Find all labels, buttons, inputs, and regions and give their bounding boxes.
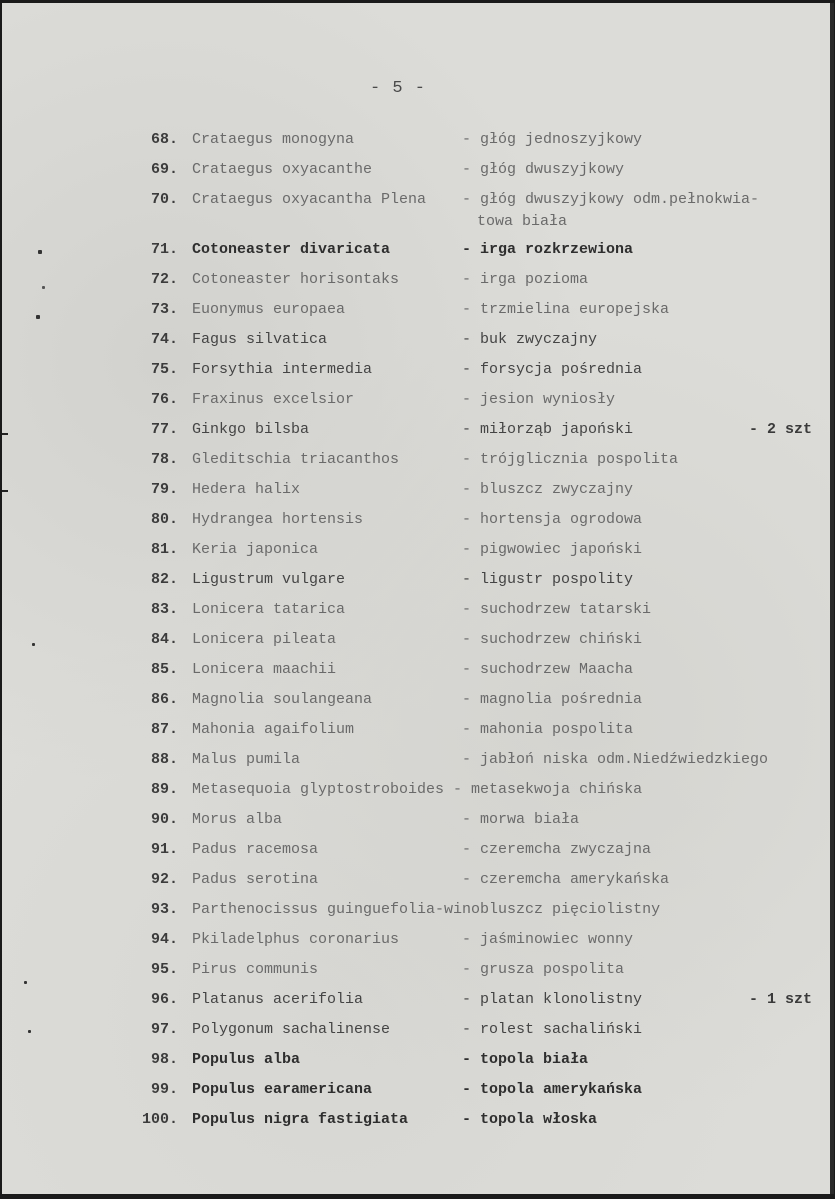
list-item bbox=[2, 1051, 830, 1077]
latin-name: Lonicera tatarica bbox=[192, 601, 346, 618]
list-item-continuation bbox=[2, 213, 830, 239]
polish-name: - miłorząb japoński bbox=[462, 421, 634, 438]
latin-name: Gleditschia triacanthos bbox=[192, 451, 400, 468]
item-number: 96. bbox=[150, 991, 178, 1008]
list-item bbox=[2, 631, 830, 657]
list-item bbox=[2, 721, 830, 747]
latin-name: Lonicera maachii bbox=[192, 661, 337, 678]
list-item bbox=[2, 271, 830, 297]
quantity-note: - 1 szt bbox=[748, 991, 812, 1008]
list-item bbox=[2, 901, 830, 927]
latin-name: Ginkgo bilsba bbox=[192, 421, 310, 438]
list-item bbox=[2, 451, 830, 477]
list-item bbox=[2, 691, 830, 717]
polish-name: - pigwowiec japoński bbox=[462, 541, 643, 558]
item-number: 83. bbox=[150, 601, 178, 618]
polish-name: - magnolia pośrednia bbox=[462, 691, 643, 708]
list-item bbox=[2, 301, 830, 327]
polish-name: - głóg jednoszyjkowy bbox=[462, 131, 643, 148]
latin-name: Metasequoia glyptostroboides - metasekwoja chińska bbox=[192, 781, 643, 798]
polish-name: - bluszcz zwyczajny bbox=[462, 481, 634, 498]
item-number: 69. bbox=[150, 161, 178, 178]
item-number: 84. bbox=[150, 631, 178, 648]
item-number: 70. bbox=[150, 191, 178, 208]
list-item bbox=[2, 241, 830, 267]
list-item bbox=[2, 841, 830, 867]
item-number: 86. bbox=[150, 691, 178, 708]
typewritten-page bbox=[2, 3, 834, 1194]
polish-name: - topola włoska bbox=[462, 1111, 598, 1128]
latin-name: Padus serotina bbox=[192, 871, 319, 888]
list-item bbox=[2, 811, 830, 837]
polish-name: - grusza pospolita bbox=[462, 961, 625, 978]
latin-name: Parthenocissus guinguefolia-winobluszcz pięciolistny bbox=[192, 901, 661, 918]
polish-name-continuation: towa biała bbox=[477, 213, 568, 230]
latin-name: Mahonia agaifolium bbox=[192, 721, 355, 738]
item-number: 88. bbox=[150, 751, 178, 768]
polish-name: - głóg dwuszyjkowy bbox=[462, 161, 625, 178]
latin-name: Populus earamericana bbox=[192, 1081, 373, 1098]
list-item bbox=[2, 661, 830, 687]
polish-name: - rolest sachaliński bbox=[462, 1021, 643, 1038]
latin-name: Magnolia soulangeana bbox=[192, 691, 373, 708]
latin-name: Cotoneaster horisontaks bbox=[192, 271, 400, 288]
item-number: 99. bbox=[150, 1081, 178, 1098]
item-number: 98. bbox=[150, 1051, 178, 1068]
polish-name: - topola amerykańska bbox=[462, 1081, 643, 1098]
item-number: 79. bbox=[150, 481, 178, 498]
item-number: 76. bbox=[150, 391, 178, 408]
item-number: 73. bbox=[150, 301, 178, 318]
item-number: 78. bbox=[150, 451, 178, 468]
latin-name: Populus nigra fastigiata bbox=[192, 1111, 409, 1128]
latin-name: Keria japonica bbox=[192, 541, 319, 558]
item-number: 91. bbox=[150, 841, 178, 858]
latin-name: Padus racemosa bbox=[192, 841, 319, 858]
polish-name: - trzmielina europejska bbox=[462, 301, 670, 318]
list-item bbox=[2, 331, 830, 357]
latin-name: Crataegus monogyna bbox=[192, 131, 355, 148]
latin-name: Ligustrum vulgare bbox=[192, 571, 346, 588]
list-item bbox=[2, 361, 830, 387]
item-number: 82. bbox=[150, 571, 178, 588]
latin-name: Malus pumila bbox=[192, 751, 301, 768]
polish-name: - głóg dwuszyjkowy odm.pełnokwia- bbox=[462, 191, 760, 208]
list-item bbox=[2, 871, 830, 897]
polish-name: - czeremcha amerykańska bbox=[462, 871, 670, 888]
list-item bbox=[2, 131, 830, 157]
list-item bbox=[2, 931, 830, 957]
latin-name: Hydrangea hortensis bbox=[192, 511, 364, 528]
item-number: 68. bbox=[150, 131, 178, 148]
latin-name: Pirus communis bbox=[192, 961, 319, 978]
item-number: 93. bbox=[150, 901, 178, 918]
list-item bbox=[2, 481, 830, 507]
latin-name: Lonicera pileata bbox=[192, 631, 337, 648]
latin-name: Crataegus oxyacantha Plena bbox=[192, 191, 427, 208]
latin-name: Fagus silvatica bbox=[192, 331, 328, 348]
item-number: 75. bbox=[150, 361, 178, 378]
polish-name: - jesion wyniosły bbox=[462, 391, 616, 408]
list-item bbox=[2, 161, 830, 187]
polish-name: - jaśminowiec wonny bbox=[462, 931, 634, 948]
item-number: 90. bbox=[150, 811, 178, 828]
polish-name: - morwa biała bbox=[462, 811, 580, 828]
latin-name: Forsythia intermedia bbox=[192, 361, 373, 378]
latin-name: Morus alba bbox=[192, 811, 283, 828]
polish-name: - buk zwyczajny bbox=[462, 331, 598, 348]
item-number: 100. bbox=[141, 1111, 178, 1128]
list-item bbox=[2, 1021, 830, 1047]
quantity-note: - 2 szt bbox=[748, 421, 812, 438]
item-number: 72. bbox=[150, 271, 178, 288]
item-number: 77. bbox=[150, 421, 178, 438]
list-item bbox=[2, 751, 830, 777]
latin-name: Crataegus oxyacanthe bbox=[192, 161, 373, 178]
polish-name: - trójglicznia pospolita bbox=[462, 451, 679, 468]
polish-name: - mahonia pospolita bbox=[462, 721, 634, 738]
list-item bbox=[2, 1111, 830, 1137]
polish-name: - ligustr pospolity bbox=[462, 571, 634, 588]
item-number: 92. bbox=[150, 871, 178, 888]
list-item bbox=[2, 391, 830, 417]
item-number: 87. bbox=[150, 721, 178, 738]
polish-name: - suchodrzew tatarski bbox=[462, 601, 652, 618]
latin-name: Platanus acerifolia bbox=[192, 991, 364, 1008]
polish-name: - irga pozioma bbox=[462, 271, 589, 288]
latin-name: Euonymus europaea bbox=[192, 301, 346, 318]
item-number: 85. bbox=[150, 661, 178, 678]
polish-name: - irga rozkrzewiona bbox=[462, 241, 634, 258]
list-item bbox=[2, 511, 830, 537]
latin-name: Pkiladelphus coronarius bbox=[192, 931, 400, 948]
polish-name: - jabłoń niska odm.Niedźwiedzkiego bbox=[462, 751, 769, 768]
item-number: 97. bbox=[150, 1021, 178, 1038]
list-item bbox=[2, 991, 830, 1017]
item-number: 94. bbox=[150, 931, 178, 948]
item-number: 74. bbox=[150, 331, 178, 348]
page-number: - 5 - bbox=[370, 79, 427, 98]
polish-name: - topola biała bbox=[462, 1051, 589, 1068]
latin-name: Hedera halix bbox=[192, 481, 301, 498]
list-item bbox=[2, 1081, 830, 1107]
polish-name: - platan klonolistny bbox=[462, 991, 643, 1008]
item-number: 71. bbox=[150, 241, 178, 258]
latin-name: Fraxinus excelsior bbox=[192, 391, 355, 408]
list-item bbox=[2, 421, 830, 447]
list-item bbox=[2, 571, 830, 597]
list-item bbox=[2, 961, 830, 987]
polish-name: - suchodrzew Maacha bbox=[462, 661, 634, 678]
item-number: 81. bbox=[150, 541, 178, 558]
list-item bbox=[2, 601, 830, 627]
list-item bbox=[2, 781, 830, 807]
polish-name: - suchodrzew chiński bbox=[462, 631, 643, 648]
polish-name: - czeremcha zwyczajna bbox=[462, 841, 652, 858]
latin-name: Cotoneaster divaricata bbox=[192, 241, 391, 258]
latin-name: Populus alba bbox=[192, 1051, 301, 1068]
polish-name: - hortensja ogrodowa bbox=[462, 511, 643, 528]
item-number: 89. bbox=[150, 781, 178, 798]
item-number: 80. bbox=[150, 511, 178, 528]
list-item bbox=[2, 541, 830, 567]
polish-name: - forsycja pośrednia bbox=[462, 361, 643, 378]
item-number: 95. bbox=[150, 961, 178, 978]
latin-name: Polygonum sachalinense bbox=[192, 1021, 391, 1038]
